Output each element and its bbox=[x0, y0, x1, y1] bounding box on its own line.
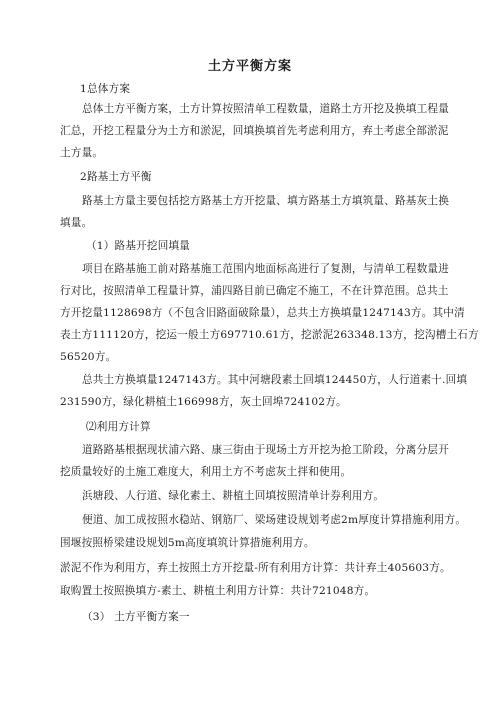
paragraph-line: 项目在路基施工前对路基施工范围内地面标高进行了复测，与清单工程数量进 bbox=[82, 263, 449, 275]
paragraph-line: 路基土方量主要包括挖方路基土方开挖量、填方路基土方填筑量、路基灰土换 bbox=[82, 195, 449, 207]
subsection-heading-balance-plan: （3） 土方平衡方案一 bbox=[82, 611, 190, 623]
paragraph-line: 方开挖量1128698方（不包含旧路面破除量），总共土方换填量1247143方。其中清 bbox=[60, 307, 465, 319]
paragraph-line: 道路路基根据现状浦六路、康三街由于现场土方开挖为抢工阶段，分离分层开 bbox=[82, 444, 449, 456]
paragraph-line: 土方量。 bbox=[60, 147, 104, 159]
paragraph-line: 取购置土按照换填方-素土、耕植土利用方计算：共计721048方。 bbox=[60, 585, 376, 597]
page-title: 土方平衡方案 bbox=[207, 59, 292, 74]
paragraph-line: 汇总，开挖工程量分为土方和淤泥，回填换填首先考虑利用方，弃土考虑全部淤泥 bbox=[60, 125, 449, 137]
subsection-heading-reuse: ⑵利用方计算 bbox=[86, 421, 151, 433]
paragraph-line: 行对比，按照清单工程量计算，浦四路目前已确定不施工，不在计算范围。总共土 bbox=[60, 285, 449, 297]
paragraph-line: 231590方，绿化耕植土166998方，灰土回埠724102方。 bbox=[60, 396, 347, 408]
section-heading-roadbed: 2路基土方平衡 bbox=[80, 171, 152, 183]
section-heading-overall: 1总体方案 bbox=[80, 83, 131, 95]
subsection-heading-excavation: （1）路基开挖回填量 bbox=[86, 240, 191, 252]
paragraph-line: 总共土方换填量1247143方。其中河塘段素土回填124450方，人行道素十.回填 bbox=[82, 374, 468, 386]
paragraph-line: 淤泥不作为利用方，弃土按照土方开挖量-所有利用方计算：共计弃土405603方。 bbox=[60, 562, 451, 574]
paragraph-line: 总体土方平衡方案，土方计算按照清单工程数量，道路土方开挖及换填工程量 bbox=[82, 103, 449, 115]
paragraph-line: 挖质量较好的土施工难度大，利用土方不考虑灰土拌和使用。 bbox=[60, 466, 352, 478]
paragraph-line: 表土方111120方，挖运一般土方697710.61方，挖淤泥263348.13方，挖沟槽土石方 bbox=[60, 329, 479, 341]
paragraph-line: 填量。 bbox=[60, 217, 93, 229]
paragraph-line: 围堰按照桥梁建设规划5m高度填筑计算措施利用方。 bbox=[60, 537, 315, 549]
paragraph-line: 56520方。 bbox=[60, 351, 117, 363]
paragraph-line: 浜塘段、人行道、绿化素土、耕植土回填按照清单计券利用方。 bbox=[82, 490, 385, 502]
paragraph-line: 便道、加工成按照水稳站、钢筋厂、梁场建设规划考虑2m厚度计算措施利用方。 bbox=[82, 514, 467, 526]
